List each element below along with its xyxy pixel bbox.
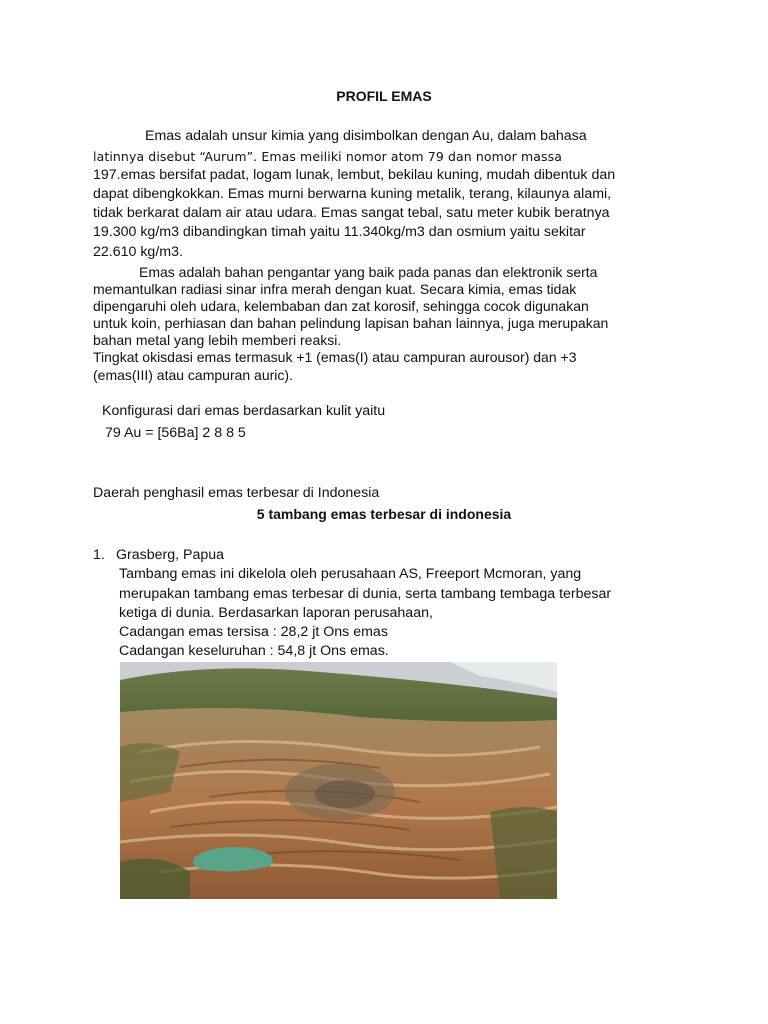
region-intro: Daerah penghasil emas terbesar di Indonesia [93,485,380,501]
para1-line-4: dapat dibengkokkan. Emas murni berwarna kuning metalik, terang, kilaunya alami, [93,186,612,202]
para2-line-3: dipengaruhi oleh udara, kelembaban dan zat korosif, sehingga cocok digunakan [93,298,589,314]
para2-line-4: untuk koin, perhiasan dan bahan pelindung lapisan bahan lainnya, juga merupakan [93,315,609,331]
config-value: 79 Au = [56Ba] 2 8 8 5 [105,425,246,441]
para1-line-3: 197.emas bersifat padat, logam lunak, lembut, bekilau kuning, mudah dibentuk dan [93,167,616,183]
list-item-line-1: Tambang emas ini dikelola oleh perusahaan AS, Freeport Mcmoran, yang [119,566,582,582]
para1-line-5: tidak berkarat dalam air atau udara. Emas sangat tebal, satu meter kubik beratnya [93,205,610,221]
para2-line-5: bahan metal yang lebih memberi reaksi. [93,332,342,348]
para1-line-2: latinnya disebut “Aurum”. Emas meiliki nomor atom 79 dan nomor massa [93,149,562,164]
para1-line-7: 22.610 kg/m3. [93,244,183,260]
list-item-line-4: Cadangan emas tersisa : 28,2 jt Ons emas [119,624,388,640]
para3-line-2: (emas(III) atau campuran auric). [93,367,293,383]
para1-line-6: 19.300 kg/m3 dibandingkan timah yaitu 11.340kg/m3 dan osmium yaitu sekitar [93,224,586,240]
list-item-number: 1. [93,547,105,563]
list-item-line-3: ketiga di dunia. Berdasarkan laporan perusahaan, [119,605,433,621]
para2-line-1: Emas adalah bahan pengantar yang baik pada panas dan elektronik serta [139,264,598,280]
grasberg-mine-photo [120,662,557,899]
config-label: Konfigurasi dari emas berdasarkan kulit yaitu [102,403,386,419]
list-item-line-2: merupakan tambang emas terbesar di dunia, serta tambang tembaga terbesar [119,586,612,602]
list-item-line-5: Cadangan keseluruhan : 54,8 jt Ons emas. [119,643,389,659]
para3-line-1: Tingkat okisdasi emas termasuk +1 (emas(I) atau campuran aurousor) dan +3 [93,349,577,365]
list-item-title: Grasberg, Papua [116,547,225,563]
para1-line-1: Emas adalah unsur kimia yang disimbolkan dengan Au, dalam bahasa [145,128,587,144]
para2-line-2: memantulkan radiasi sinar infra merah dengan kuat. Secara kimia, emas tidak [93,281,577,297]
section-subheading: 5 tambang emas terbesar di indonesia [256,506,512,522]
page-title: PROFIL EMAS [336,88,432,104]
